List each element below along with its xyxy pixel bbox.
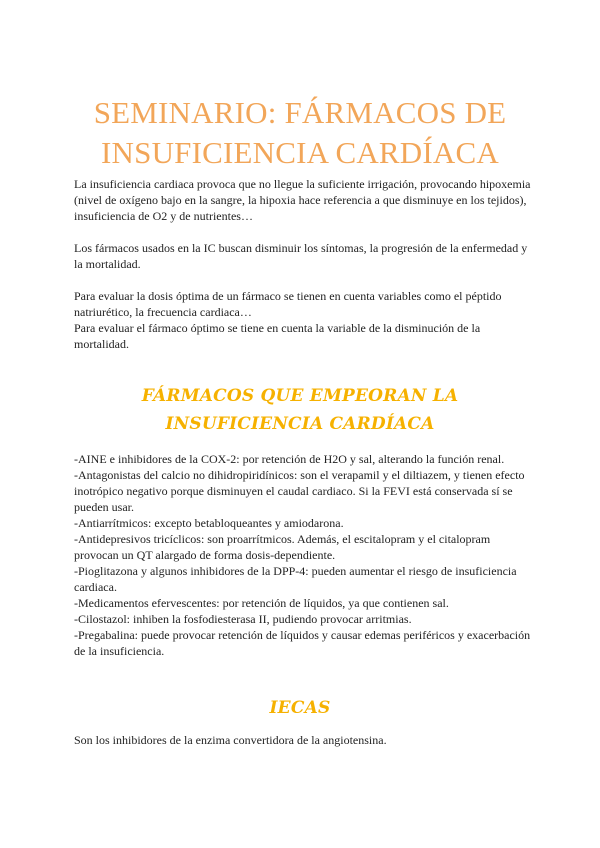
section-heading-iecas-text: IECAS <box>269 698 331 719</box>
list-item-antidepresivos: -Antidepresivos tricíclicos: son proarrítmicos. Además, el escitalopram y el citalopram provocan un QT alargado de forma dosis-dependiente. <box>74 532 491 562</box>
list-item-efervescentes: -Medicamentos efervescentes: por retención de líquidos, ya que contienen sal. <box>74 596 449 610</box>
intro-paragraph-4: Para evaluar el fármaco óptimo se tiene en cuenta la variable de la disminución de la mortalidad. <box>74 321 481 351</box>
page-title-line-2: INSUFICIENCIA CARDÍACA <box>101 134 499 170</box>
section-heading-farmacos-empeoran <box>40 382 560 438</box>
iecas-section <box>74 732 534 748</box>
list-item-pregabalina: -Pregabalina: puede provocar retención de líquidos y causar edemas periféricos y exacerbación de la insuficiencia. <box>74 628 531 658</box>
list-item-cilostazol: -Cilostazol: inhiben la fosfodiesterasa II, pudiendo provocar arritmias. <box>74 612 412 626</box>
section-heading-iecas <box>40 694 560 722</box>
list-item-antiarritmicos: -Antiarrítmicos: excepto betabloqueantes y amiodarona. <box>74 516 344 530</box>
intro-section <box>74 176 534 352</box>
section-heading-line-1: FÁRMACOS QUE EMPEORAN LA <box>141 386 459 407</box>
page-title-line-1: SEMINARIO: FÁRMACOS DE <box>93 94 507 130</box>
intro-paragraph-2: Los fármacos usados en la IC buscan disminuir los síntomas, la progresión de la enfermedad y la mortalidad. <box>74 241 528 271</box>
list-item-antagonistas-calcio: -Antagonistas del calcio no dihidropiridínicos: son el verapamil y el diltiazem, y tienen efecto inotrópico negativo porque disminuyen el caudal cardiaco. Si la FEVI está conservada sí se pueden usar. <box>74 468 525 514</box>
drug-list <box>74 451 534 659</box>
iecas-paragraph: Son los inhibidores de la enzima convertidora de la angiotensina. <box>74 733 387 747</box>
section-heading-line-2: INSUFICIENCIA CARDÍACA <box>165 414 435 435</box>
list-item-aine: -AINE e inhibidores de la COX-2: por retención de H2O y sal, alterando la función renal. <box>74 452 505 466</box>
intro-paragraph-1: La insuficiencia cardiaca provoca que no llegue la suficiente irrigación, provocando hipoxemia (nivel de oxígeno bajo en la sangre, la hipoxia hace referencia a que disminuye en los tejidos), insuficiencia de O2 y de nutrientes… <box>74 177 531 223</box>
list-item-pioglitazona: -Pioglitazona y algunos inhibidores de la DPP-4: pueden aumentar el riesgo de insuficiencia cardiaca. <box>74 564 517 594</box>
page-title <box>40 93 560 173</box>
intro-paragraph-3: Para evaluar la dosis óptima de un fármaco se tienen en cuenta variables como el péptido natriurético, la frecuencia cardiaca… <box>74 289 502 319</box>
